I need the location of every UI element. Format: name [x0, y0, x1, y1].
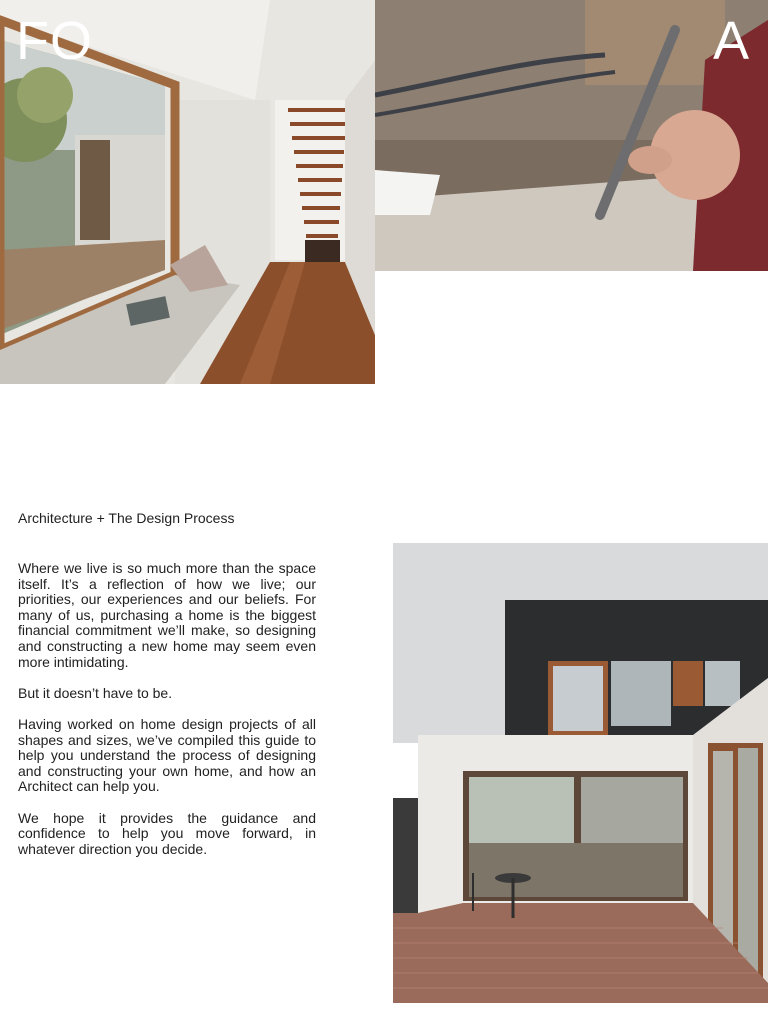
body-paragraph: But it doesn’t have to be.: [18, 684, 173, 701]
logo-letters-right: A: [712, 11, 750, 71]
house-photo-graphic: [393, 543, 768, 1003]
section-title: Architecture + The Design Process: [18, 510, 235, 526]
architect-sketching-photo: [375, 0, 768, 271]
sketching-photo-graphic: [375, 0, 768, 271]
body-paragraph: Where we live is so much more than the space itself. It’s a reflection of how we live; our priorities, our experiences and our beliefs. For many of us, purchasing a home is the biggest financial commitment we’ll make, so designing and constructing a new home may seem even more intimidating.: [18, 560, 316, 670]
body-paragraph: Having worked on home design projects of all shapes and sizes, we’ve compiled this guide to help you understand the process of designing and constructing your own home, and how an Architect can help you.: [18, 715, 316, 795]
body-text: [18, 561, 316, 873]
logo-letters-left: FO: [16, 11, 93, 71]
body-paragraph: We hope it provides the guidance and confidence to help you move forward, in whatever direction you decide.: [18, 809, 316, 857]
house-courtyard-photo: [393, 543, 768, 1003]
